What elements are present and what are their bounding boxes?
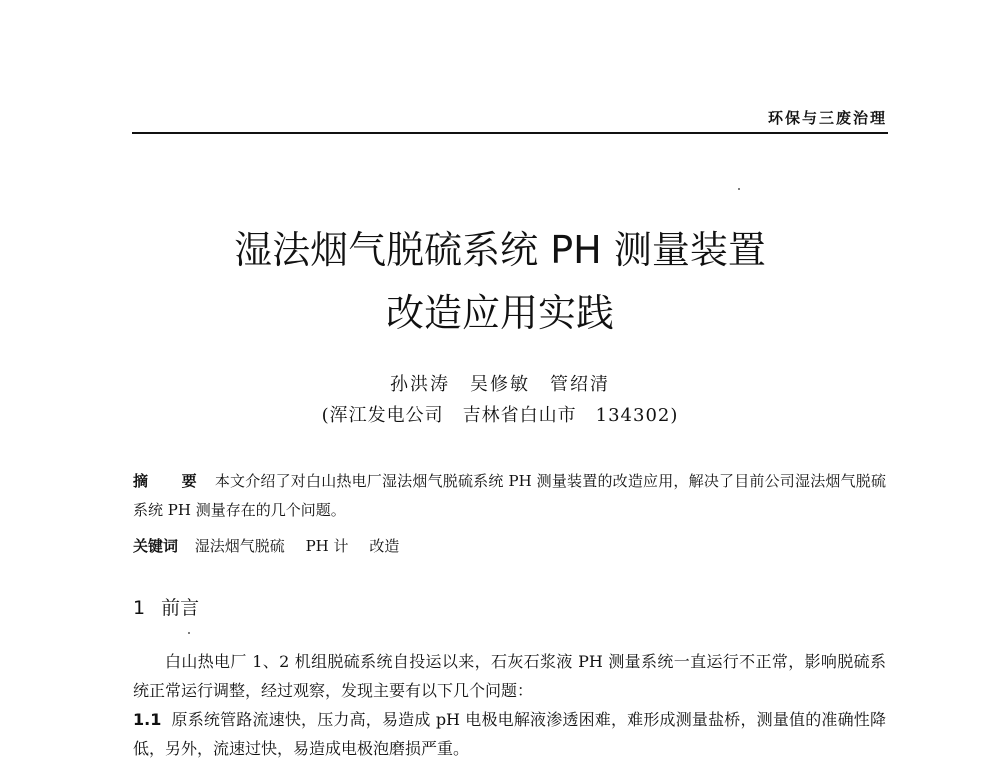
subsection-text: 原系统管路流速快，压力高，易造成 pH 电极电解液渗透困难，难形成测量盐桥，测量值的准确性降低，另外，流速过快，易造成电极泡磨损严重。 xyxy=(133,710,886,758)
keyword: 改造 xyxy=(369,537,400,555)
section-heading xyxy=(133,593,199,620)
header-rule xyxy=(132,132,888,134)
scan-speck xyxy=(738,188,740,190)
abstract-text: 本文介绍了对白山热电厂湿法烟气脱硫系统 PH 测量装置的改造应用，解决了目前公司湿法烟气脱硫系统 PH 测量存在的几个问题。 xyxy=(133,472,886,519)
running-head: 环保与三废治理 xyxy=(767,109,887,127)
body-paragraph: 白山热电厂 1、2 机组脱硫系统自投运以来，石灰石浆液 PH 测量系统一直运行不正常，影响脱硫系统正常运行调整，经过观察，发现主要有以下几个问题： xyxy=(133,652,886,700)
section-title: 前言 xyxy=(161,597,200,619)
keyword: 湿法烟气脱硫 xyxy=(194,537,285,555)
paper-title-line-1: 湿法烟气脱硫系统 PH 测量装置 xyxy=(234,228,766,272)
subsection-number: 1.1 xyxy=(133,710,162,729)
author-list: 孙洪涛 吴修敏 管绍清 xyxy=(390,374,610,395)
keywords xyxy=(133,535,886,557)
keywords-label: 关键词 xyxy=(133,537,179,555)
keyword: PH 计 xyxy=(305,537,349,555)
scan-speck xyxy=(188,632,190,634)
paper-title-line-2: 改造应用实践 xyxy=(385,291,614,335)
abstract xyxy=(133,467,886,525)
abstract-label: 摘 要 xyxy=(133,472,211,490)
section-number: 1 xyxy=(133,597,146,619)
subsection-paragraph xyxy=(133,705,886,763)
affiliation: (浑江发电公司 吉林省白山市 134302) xyxy=(321,405,679,426)
